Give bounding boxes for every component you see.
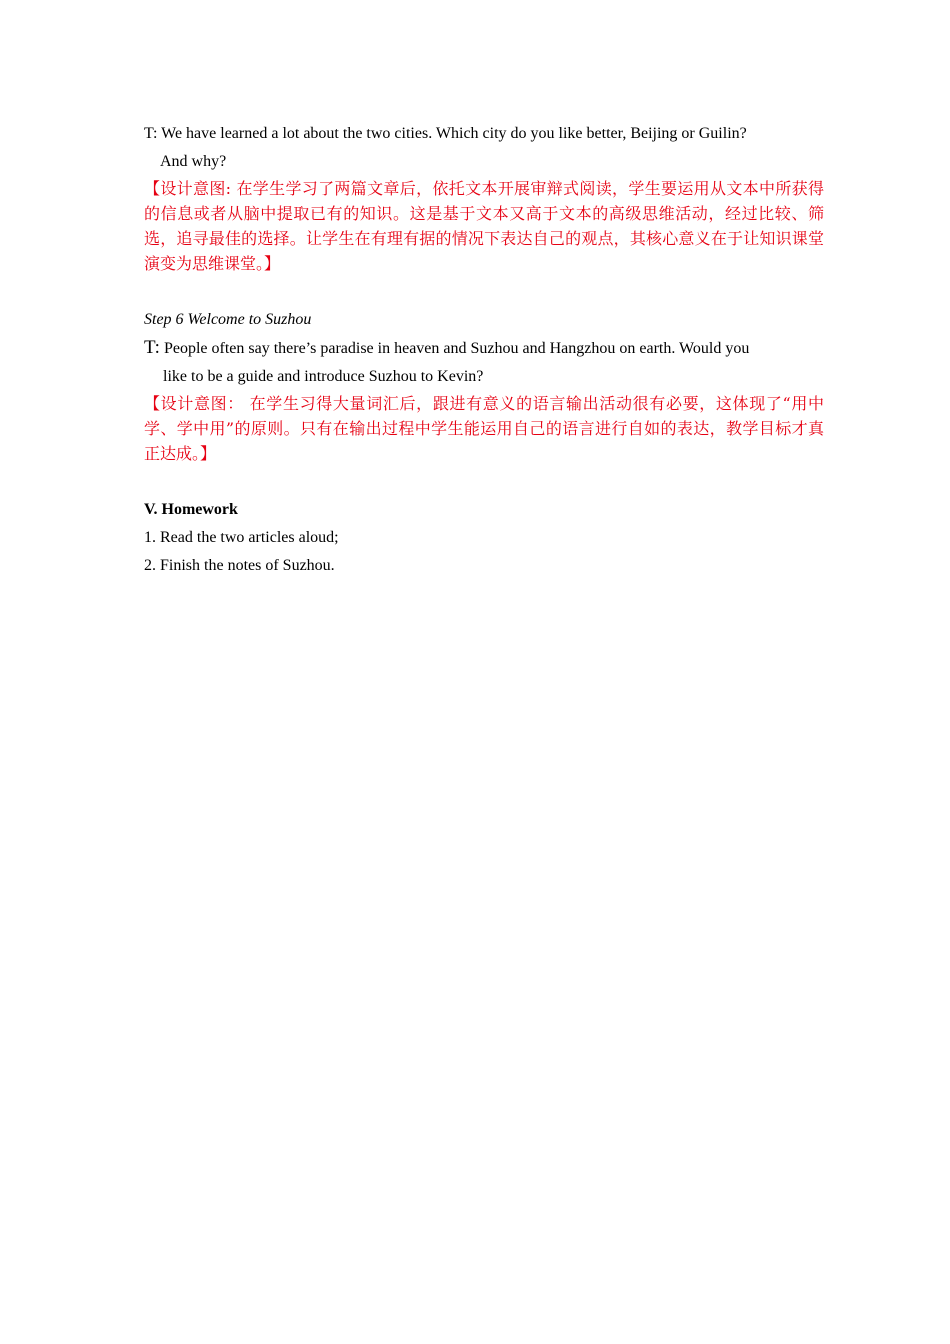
design-intent-note-1: 【设计意图: 在学生学习了两篇文章后，依托文本开展审辩式阅读，学生要运用从文本中所获得的信息或者从脑中提取已有的知识。这是基于文本又高于文本的高级思维活动，经过比较、筛选，追寻最佳的选择。让学生在有理有据的情况下表达自己的观点，其核心意义在于让知识课堂演变为思维课堂。】	[144, 179, 824, 273]
teacher-question-line-1: T: We have learned a lot about the two cities. Which city do you like better, Beijing or Guilin?	[144, 125, 747, 142]
spacer	[144, 276, 824, 306]
design-intent-note-2: 【设计意图： 在学生习得大量词汇后，跟进有意义的语言输出活动很有必要，这体现了“用中学、学中用”的原则。只有在输出过程中学生能运用自己的语言进行自如的表达，教学目标才真正达成。】	[144, 394, 824, 463]
homework-heading: V. Homework	[144, 501, 238, 518]
document-page	[144, 120, 824, 580]
speaker-label: T:	[144, 337, 160, 358]
teacher-question-line-2: And why?	[160, 153, 227, 170]
step-6-line-1-text: People often say there’s paradise in heaven and Suzhou and Hangzhou on earth. Would you	[159, 340, 750, 357]
step-6-title: Step 6 Welcome to Suzhou	[144, 311, 312, 328]
homework-item: 1. Read the two articles aloud;	[144, 529, 339, 546]
homework-item: 2. Finish the notes of Suzhou.	[144, 557, 335, 574]
step-6-line-1	[144, 334, 824, 363]
step-6-line-2: like to be a guide and introduce Suzhou to Kevin?	[163, 368, 484, 385]
spacer	[144, 466, 824, 496]
